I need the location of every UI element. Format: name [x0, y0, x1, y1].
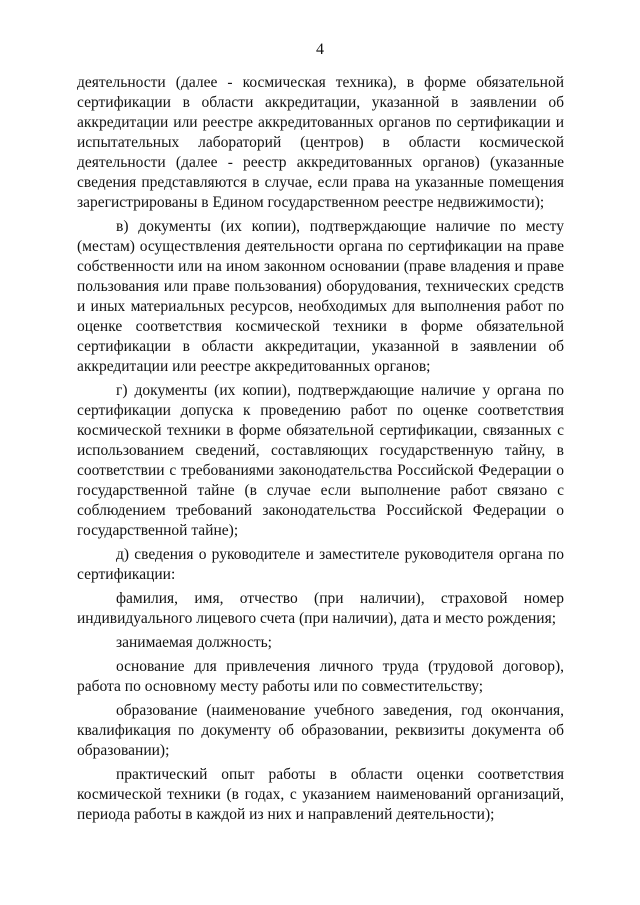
document-body: [77, 73, 564, 829]
paragraph-item-g: г) документы (их копии), подтверждающие наличие у органа по сертификации допуска к проведению работ по оценке соответствия космической техники в форме обязательной сертификации, связанных с использованием сведений, составляющих государственную тайну, в соответствии с требованиями законодательства Российской Федерации о государственной тайне (в случае если выполнение работ связано с соблюдением требований законодательства Российской Федерации о государственной тайне);: [77, 382, 564, 539]
paragraph-position: занимаемая должность;: [116, 634, 272, 651]
paragraph-item-v: в) документы (их копии), подтверждающие наличие по месту (местам) осуществления деятельности органа по сертификации на праве собственности или на ином законном основании (праве владения и праве пользования или праве пользования) оборудования, технических средств и иных материальных ресурсов, необходимых для выполнения работ по оценке соответствия космической техники в форме обязательной сертификации в области аккредитации, указанной в заявлении об аккредитации или реестре аккредитованных органов;: [77, 218, 564, 375]
paragraph-experience: практический опыт работы в области оценки соответствия космической техники (в годах, с указанием наименований организаций, периода работы в каждой из них и направлений деятельности);: [77, 766, 564, 823]
paragraph-education: образование (наименование учебного заведения, год окончания, квалификация по документу об образовании, реквизиты документа об образовании);: [77, 702, 564, 759]
paragraph-full-name: фамилия, имя, отчество (при наличии), страховой номер индивидуального лицевого счета (при наличии), дата и место рождения;: [77, 590, 564, 627]
paragraph-item-d: д) сведения о руководителе и заместителе руководителя органа по сертификации:: [77, 546, 564, 583]
paragraph-continuation: деятельности (далее - космическая техника), в форме обязательной сертификации в области аккредитации, указанной в заявлении об аккредитации или реестре аккредитованных органов по сертификации и испытательных лабораторий (центров) в области космической деятельности (далее - реестр аккредитованных органов) (указанные сведения представляются в случае, если права на указанные помещения зарегистрированы в Едином государственном реестре недвижимости);: [77, 74, 564, 211]
paragraph-employment-basis: основание для привлечения личного труда (трудовой договор), работа по основному месту работы или по совместительству;: [77, 658, 564, 695]
page-number: 4: [316, 41, 324, 58]
